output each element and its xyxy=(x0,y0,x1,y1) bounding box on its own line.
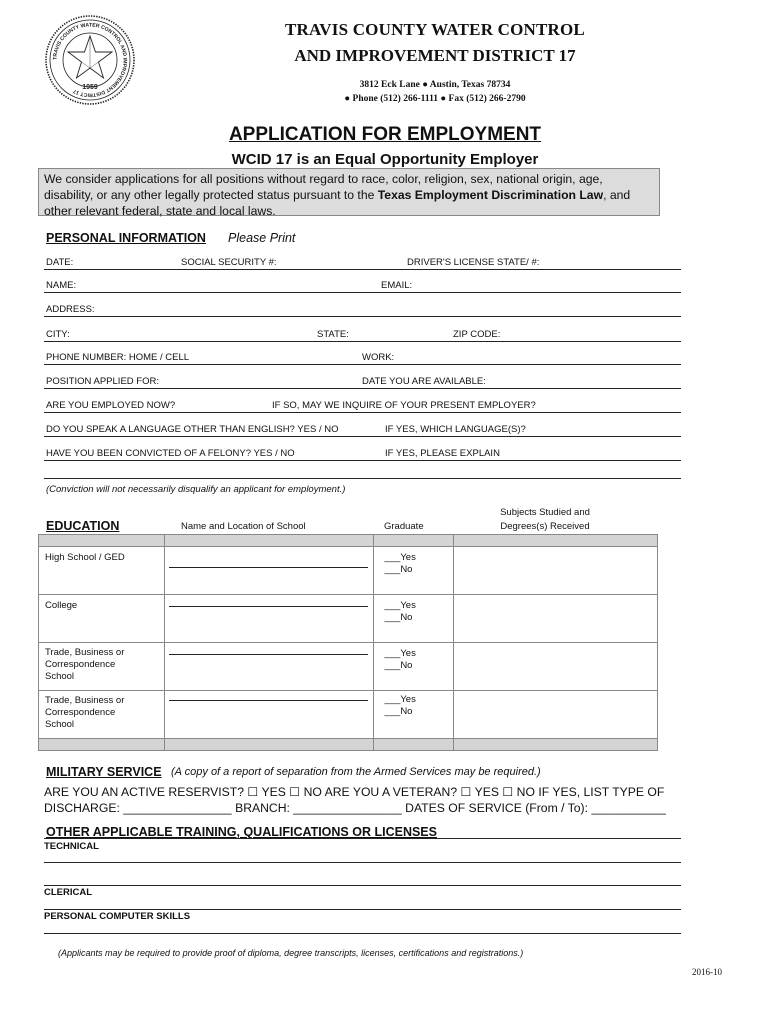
conviction-note: (Conviction will not necessarily disqualify an applicant for employment.) xyxy=(46,484,346,495)
please-print-label: Please Print xyxy=(228,231,296,245)
training-heading: OTHER APPLICABLE TRAINING, QUALIFICATIONS OR LICENSES xyxy=(46,825,437,839)
city-label: CITY: xyxy=(46,329,70,340)
date-label: DATE: xyxy=(46,257,74,268)
subjects-column-header-line2: Degrees(s) Received xyxy=(500,521,590,532)
subjects-cell[interactable] xyxy=(454,547,658,595)
pc-skills-label: PERSONAL COMPUTER SKILLS xyxy=(44,911,191,922)
eoe-subtitle: WCID 17 is an Equal Opportunity Employer xyxy=(231,151,539,168)
form-version: 2016-10 xyxy=(692,967,722,977)
district-name-line2: AND IMPROVEMENT DISTRICT 17 xyxy=(294,46,576,65)
ssn-label: SOCIAL SECURITY #: xyxy=(181,257,277,268)
name-label: NAME: xyxy=(46,280,77,291)
clerical-line[interactable] xyxy=(44,909,681,910)
education-table xyxy=(38,534,658,751)
phone-label: PHONE NUMBER: HOME / CELL xyxy=(46,352,190,363)
page-title: APPLICATION FOR EMPLOYMENT xyxy=(228,124,542,145)
school-name-cell[interactable] xyxy=(164,643,374,691)
date-ssn-dl-field-row[interactable] xyxy=(44,256,681,270)
district-phone-fax: ● Phone (512) 266-1111 ● Fax (512) 266-2790 xyxy=(344,94,526,104)
clerical-label: CLERICAL xyxy=(44,887,93,898)
dl-label: DRIVER'S LICENSE STATE/ #: xyxy=(407,257,540,268)
position-available-field-row[interactable] xyxy=(44,375,681,389)
training-heading-rule xyxy=(44,838,681,839)
subjects-column-header-line1: Subjects Studied and xyxy=(500,507,590,518)
district-name-line1: TRAVIS COUNTY WATER CONTROL xyxy=(285,20,585,39)
svg-text:TRAVIS COUNTY WATER CONTROL AN: TRAVIS COUNTY WATER CONTROL AND IMPROVEMENT DISTRICT 17 xyxy=(52,22,128,98)
graduate-no-option[interactable]: ___No xyxy=(384,564,413,575)
which-language-label: IF YES, WHICH LANGUAGE(S)? xyxy=(385,424,526,435)
graduate-no-option[interactable]: ___No xyxy=(384,612,413,623)
proof-footnote: (Applicants may be required to provide proof of diploma, degree transcripts, licenses, certifications and registrations.) xyxy=(58,948,524,958)
technical-line-2[interactable] xyxy=(44,885,681,886)
education-row-trade-1 xyxy=(39,643,658,691)
graduate-no-option[interactable]: ___No xyxy=(384,706,413,717)
school-type-label-3: School xyxy=(45,671,75,682)
notice-text-after: , and other relevant federal, state and local laws. xyxy=(44,188,631,218)
subjects-cell[interactable] xyxy=(454,643,658,691)
education-heading: EDUCATION xyxy=(46,519,120,533)
school-name-cell[interactable] xyxy=(164,595,374,643)
inquire-label: IF SO, MAY WE INQUIRE OF YOUR PRESENT EMPLOYER? xyxy=(272,400,536,411)
explain-label: IF YES, PLEASE EXPLAIN xyxy=(385,448,500,459)
subjects-cell[interactable] xyxy=(454,691,658,739)
school-type-label-3: School xyxy=(45,719,75,730)
graduate-yes-option[interactable]: ___Yes xyxy=(384,600,416,611)
district-address: 3812 Eck Lane ● Austin, Texas 78734 xyxy=(359,80,511,90)
address-label: ADDRESS: xyxy=(46,304,95,315)
address-field-row[interactable] xyxy=(44,303,681,317)
personal-info-heading: PERSONAL INFORMATION xyxy=(46,231,206,245)
felony-label: HAVE YOU BEEN CONVICTED OF A FELONY? YES / NO xyxy=(46,448,295,459)
education-row-college xyxy=(39,595,658,643)
seal-year: 1959 xyxy=(82,84,98,91)
military-note: (A copy of a report of separation from the Armed Services may be required.) xyxy=(171,766,541,778)
notice-text-before: We consider applications for all positions without regard to race, color, religion, sex, national origin, age, disability, or any other legally protected status pursuant to the xyxy=(44,172,603,202)
reservist-veteran-question[interactable]: ARE YOU AN ACTIVE RESERVIST? ☐ YES ☐ NO ARE YOU A VETERAN? ☐ YES ☐ NO IF YES, LIST TYPE OF xyxy=(44,785,665,799)
graduate-cell[interactable] xyxy=(374,643,454,691)
graduate-yes-option[interactable]: ___Yes xyxy=(384,648,416,659)
school-type-label-2: Correspondence xyxy=(45,659,116,670)
school-type-label-2: Correspondence xyxy=(45,707,116,718)
zip-label: ZIP CODE: xyxy=(453,329,501,340)
language-field-row[interactable] xyxy=(44,423,681,437)
position-label: POSITION APPLIED FOR: xyxy=(46,376,159,387)
phone-work-field-row[interactable] xyxy=(44,351,681,365)
email-label: EMAIL: xyxy=(381,280,413,291)
language-label: DO YOU SPEAK A LANGUAGE OTHER THAN ENGLISH? YES / NO xyxy=(46,424,339,435)
notice-law-name: Texas Employment Discrimination Law xyxy=(377,188,604,202)
employed-label: ARE YOU EMPLOYED NOW? xyxy=(46,400,176,411)
state-label: STATE: xyxy=(317,329,349,340)
work-label: WORK: xyxy=(362,352,395,363)
school-column-header: Name and Location of School xyxy=(181,521,306,532)
school-type-label: College xyxy=(45,600,78,611)
city-state-zip-field-row[interactable] xyxy=(44,328,681,342)
discharge-branch-dates-fields[interactable]: DISCHARGE: ________________ BRANCH: ________________ DATES OF SERVICE (From / To): ___________ xyxy=(44,801,666,815)
graduate-no-option[interactable]: ___No xyxy=(384,660,413,671)
military-heading: MILITARY SERVICE xyxy=(46,765,162,779)
technical-line-1[interactable] xyxy=(44,862,681,863)
education-row-high-school xyxy=(39,547,658,595)
pc-skills-line[interactable] xyxy=(44,933,681,934)
name-email-field-row[interactable] xyxy=(44,279,681,293)
employed-field-row[interactable] xyxy=(44,399,681,413)
graduate-yes-option[interactable]: ___Yes xyxy=(384,694,416,705)
felony-field-row[interactable] xyxy=(44,447,681,461)
school-name-cell[interactable] xyxy=(164,547,374,595)
available-label: DATE YOU ARE AVAILABLE: xyxy=(362,376,486,387)
eoe-notice-box xyxy=(38,168,660,216)
school-type-label: Trade, Business or xyxy=(45,695,125,706)
school-type-label: Trade, Business or xyxy=(45,647,125,658)
school-type-label: High School / GED xyxy=(45,552,125,563)
graduate-cell[interactable] xyxy=(374,595,454,643)
graduate-yes-option[interactable]: ___Yes xyxy=(384,552,416,563)
felony-explain-line[interactable] xyxy=(44,478,681,479)
subjects-cell[interactable] xyxy=(454,595,658,643)
district-seal-logo xyxy=(44,14,136,106)
graduate-cell[interactable] xyxy=(374,547,454,595)
education-row-trade-2 xyxy=(39,691,658,739)
graduate-cell[interactable] xyxy=(374,691,454,739)
graduate-column-header: Graduate xyxy=(384,521,424,532)
school-name-cell[interactable] xyxy=(164,691,374,739)
technical-label: TECHNICAL xyxy=(44,841,99,852)
